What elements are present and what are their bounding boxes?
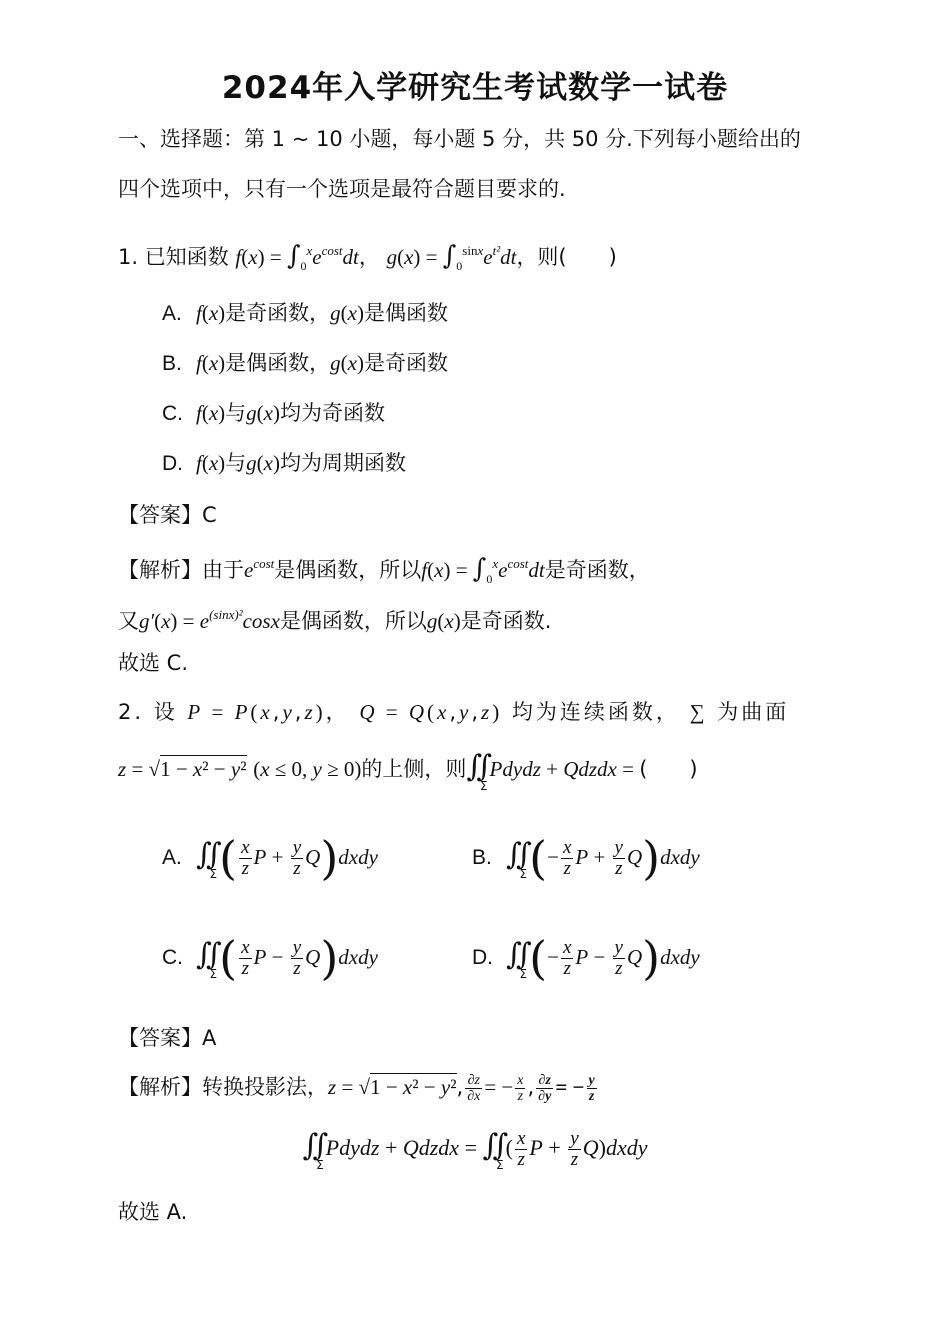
option-2a[interactable]: A. $∬_\Sigma$( $\frac{x}{z}$ P + $\frac{y}{z}$ Q)dxdy <box>162 831 378 885</box>
option-text: 均为奇函数 <box>280 401 385 425</box>
option-label: B. <box>162 352 182 375</box>
formula-g-definition: g <box>386 245 398 269</box>
page-title: 2024年入学研究生考试数学一试卷 <box>221 70 729 106</box>
analysis-text: 又 <box>118 609 139 633</box>
analysis-1-line1: 【解析】由于$e^{cost}$是偶函数，所以$f(x) = \int_0^xe^{cost}dt$是奇函数， <box>118 554 650 586</box>
option-label: A. <box>162 302 182 325</box>
option-label: B. <box>472 846 492 869</box>
conclusion-1: 故选 C. <box>118 651 189 675</box>
option-2d[interactable]: D. $∬_\Sigma(-$ $\frac{x}{z}$ P − $\frac{y}{z}$ Q)dxdy <box>472 931 700 985</box>
section-instructions-line1: 一、选择题：第 1 ~ 10 小题，每小题 5 分，共 50 分.下列每小题给出的 <box>118 127 801 151</box>
analysis-text: 是偶函数，所以 <box>274 558 422 582</box>
analysis-text: 是奇函数， <box>544 558 650 582</box>
option-2c[interactable]: C. $∬_\Sigma$( $\frac{x}{z}$ P − $\frac{y}{z}$ Q)dxdy <box>162 931 378 985</box>
analysis-2-line1: 【解析】转换投影法，z = √1 − x² − y², $\frac{\partial z}{\partial x}$ = − $\frac{x}{z}$ , $\frac{\partial z}{\partial y}$ = − $\frac{y}{z}$ <box>118 1072 595 1104</box>
option-1c[interactable]: C. f(x)与g(x)均为奇函数 <box>162 398 385 429</box>
option-2b[interactable]: B. $∬_\Sigma(-$ $\frac{x}{z}$ P + $\frac{y}{z}$ Q)dxdy <box>472 831 700 885</box>
analysis-1-line2: 又$g'(x) = e^{(sinx)^2}\cos x$是偶函数，所以g(x)是奇函数. <box>118 607 552 633</box>
question-number: 1. <box>118 245 139 269</box>
answer-2 <box>118 1023 216 1053</box>
analysis-text: 是偶函数，所以 <box>279 609 427 633</box>
answer-label: 【答案】 <box>118 1026 202 1050</box>
option-label: C. <box>162 946 183 969</box>
question-lead: 设 <box>153 700 178 724</box>
answer-1 <box>118 500 217 530</box>
option-1d[interactable]: D. f(x)与g(x)均为周期函数 <box>162 448 406 479</box>
analysis-text: 是奇函数. <box>460 609 552 633</box>
question-text: 为曲面 <box>717 700 790 724</box>
analysis-text: 转换投影法， <box>202 1075 328 1099</box>
option-1a[interactable]: A. f(x)是奇函数，g(x)是偶函数 <box>162 298 448 329</box>
option-label: D. <box>472 946 493 969</box>
option-text: 均为周期函数 <box>280 451 406 475</box>
answer-label: 【答案】 <box>118 503 202 527</box>
option-label: C. <box>162 402 183 425</box>
analysis-label: 【解析】 <box>118 558 202 582</box>
answer-value: C <box>202 503 217 527</box>
option-label: A. <box>162 846 182 869</box>
question-tail: ，则( ) <box>516 245 617 269</box>
option-label: D. <box>162 452 183 475</box>
question-text: ( ) <box>639 757 698 781</box>
question-text: ， <box>325 700 350 724</box>
question-lead: 已知函数 <box>144 245 229 269</box>
question-2-stem-line2: z = √1 − x² − y² (x ≤ 0, y ≥ 0)的上侧，则$∬_\Sigma Pdydz$ + Qdzdx = ( ) <box>118 749 698 793</box>
analysis-label: 【解析】 <box>118 1075 202 1099</box>
question-text: 的上侧，则 <box>361 757 467 781</box>
option-text: 是偶函数， <box>225 351 331 375</box>
option-text: 是奇函数， <box>225 301 331 325</box>
question-2-stem-line1: 2. 设 P = P(x,y,z)， Q = Q(x,y,z) 均为连续函数， ∑ 为曲面 <box>118 700 790 724</box>
section-instructions-line2: 四个选项中，只有一个选项是最符合题目要求的. <box>118 177 566 201</box>
option-text: 与 <box>225 401 247 425</box>
question-text: 均为连续函数， <box>511 700 680 724</box>
analysis-2-equation: $∬_\Sigma Pdydz$ + Qdzdx = $∬_\Sigma$( $\frac{x}{z}$ P + $\frac{y}{z}$ Q)dxdy <box>302 1127 648 1172</box>
analysis-text: 由于 <box>202 558 244 582</box>
option-1b[interactable]: B. f(x)是偶函数，g(x)是奇函数 <box>162 348 448 379</box>
answer-value: A <box>202 1026 217 1050</box>
option-text: 与 <box>225 451 247 475</box>
option-text: 是奇函数 <box>364 351 448 375</box>
formula-f-definition: f <box>235 245 242 269</box>
question-1-stem: 1. 已知函数 $f(x) = \int_0^xe^{cost}dt$， $g(x) = \int_0^{sinx}e^{t^2}dt$，则( ) <box>118 241 617 273</box>
question-number: 2. <box>118 700 145 724</box>
option-text: 是偶函数 <box>364 301 448 325</box>
conclusion-2: 故选 A. <box>118 1200 188 1224</box>
